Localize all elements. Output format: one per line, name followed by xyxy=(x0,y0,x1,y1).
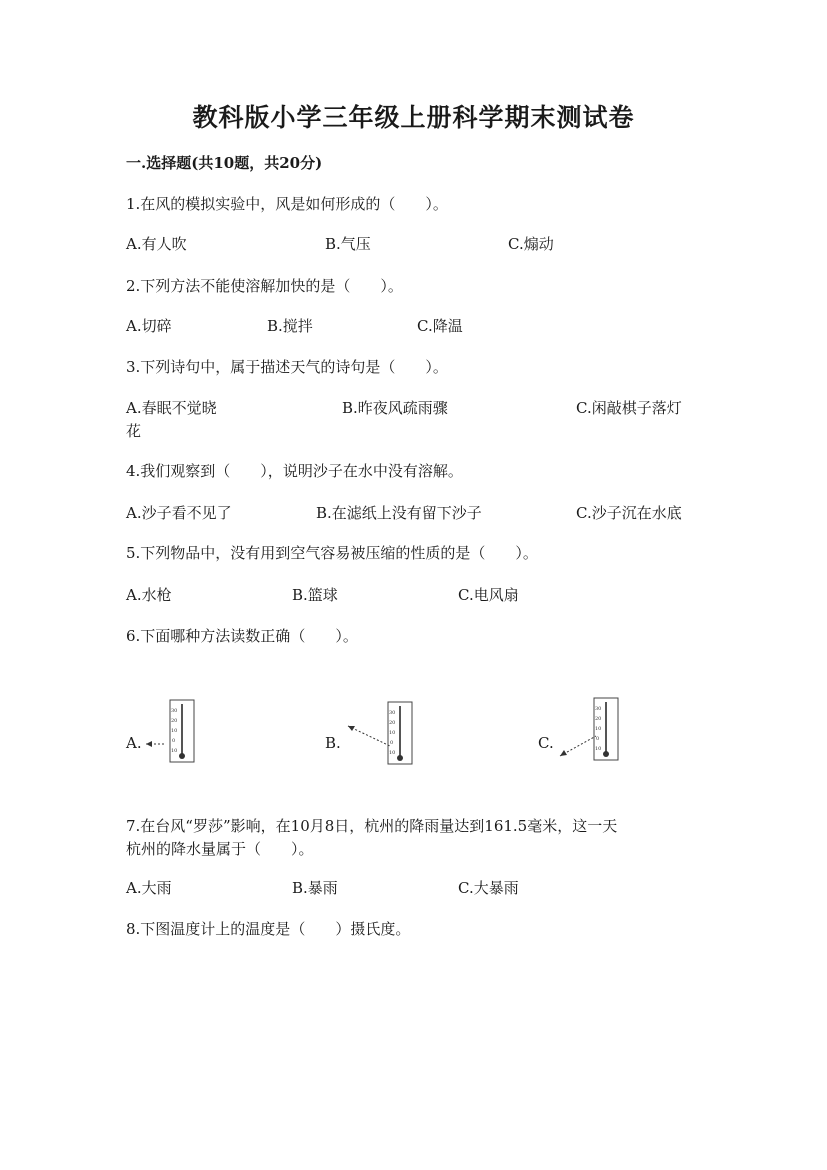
q3-option-a: A.春眠不觉晓 xyxy=(126,399,217,417)
question-7: 7.在台风“罗莎”影响，在10月8日，杭州的降雨量达到161.5毫米，这一天 xyxy=(126,817,618,835)
q2-option-b: B.搅拌 xyxy=(267,317,313,335)
svg-text:20: 20 xyxy=(595,716,602,722)
svg-text:20: 20 xyxy=(171,718,178,724)
q7-option-b: B.暴雨 xyxy=(292,879,338,897)
svg-text:0: 0 xyxy=(390,740,394,746)
question-7-line-2: 杭州的降水量属于（ ）。 xyxy=(126,840,314,858)
svg-text:30: 30 xyxy=(389,710,396,716)
q1-option-a: A.有人吹 xyxy=(126,235,187,253)
page-title: 教科版小学三年级上册科学期末测试卷 xyxy=(192,103,635,132)
svg-text:10: 10 xyxy=(171,748,178,754)
svg-text:0: 0 xyxy=(596,736,600,742)
q1-option-c: C.煽动 xyxy=(508,235,554,253)
q4-option-c: C.沙子沉在水底 xyxy=(576,504,682,522)
question-4: 4.我们观察到（ ），说明沙子在水中没有溶解。 xyxy=(126,462,463,480)
svg-text:10: 10 xyxy=(389,730,396,736)
q6-option-a: A. xyxy=(126,734,142,752)
q5-option-b: B.篮球 xyxy=(292,586,338,604)
svg-text:10: 10 xyxy=(595,726,602,732)
section-heading: 一.选择题(共10题，共20分) xyxy=(126,154,323,172)
question-2: 2.下列方法不能使溶解加快的是（ ）。 xyxy=(126,277,403,295)
thermometer-a-figure xyxy=(144,698,198,764)
q3-option-c: C.闲敲棋子落灯 xyxy=(576,399,682,417)
question-3: 3.下列诗句中，属于描述天气的诗句是（ ）。 xyxy=(126,358,448,376)
q4-option-a: A.沙子看不见了 xyxy=(126,504,232,522)
q3-option-c-wrap: 花 xyxy=(126,422,142,440)
svg-text:10: 10 xyxy=(389,750,396,756)
q6-option-b: B. xyxy=(325,734,341,752)
q5-option-c: C.电风扇 xyxy=(458,586,519,604)
thermometer-c-figure xyxy=(556,696,626,762)
q7-option-c: C.大暴雨 xyxy=(458,879,519,897)
question-8: 8.下图温度计上的温度是（ ）摄氏度。 xyxy=(126,920,411,938)
thermometer-b-figure xyxy=(344,700,414,766)
q1-option-b: B.气压 xyxy=(325,235,371,253)
q7-option-a: A.大雨 xyxy=(126,879,172,897)
svg-text:30: 30 xyxy=(595,706,602,712)
q3-option-b: B.昨夜风疏雨骤 xyxy=(342,399,448,417)
svg-text:10: 10 xyxy=(171,728,178,734)
svg-text:30: 30 xyxy=(171,708,178,714)
q4-option-b: B.在滤纸上没有留下沙子 xyxy=(316,504,482,522)
svg-text:10: 10 xyxy=(595,746,602,752)
q6-option-c: C. xyxy=(538,734,554,752)
question-1: 1.在风的模拟实验中，风是如何形成的（ ）。 xyxy=(126,195,448,213)
q2-option-c: C.降温 xyxy=(417,317,463,335)
q5-option-a: A.水枪 xyxy=(126,586,172,604)
svg-text:20: 20 xyxy=(389,720,396,726)
question-6: 6.下面哪种方法读数正确（ ）。 xyxy=(126,627,358,645)
q2-option-a: A.切碎 xyxy=(126,317,172,335)
question-5: 5.下列物品中，没有用到空气容易被压缩的性质的是（ ）。 xyxy=(126,544,538,562)
svg-text:0: 0 xyxy=(172,738,176,744)
